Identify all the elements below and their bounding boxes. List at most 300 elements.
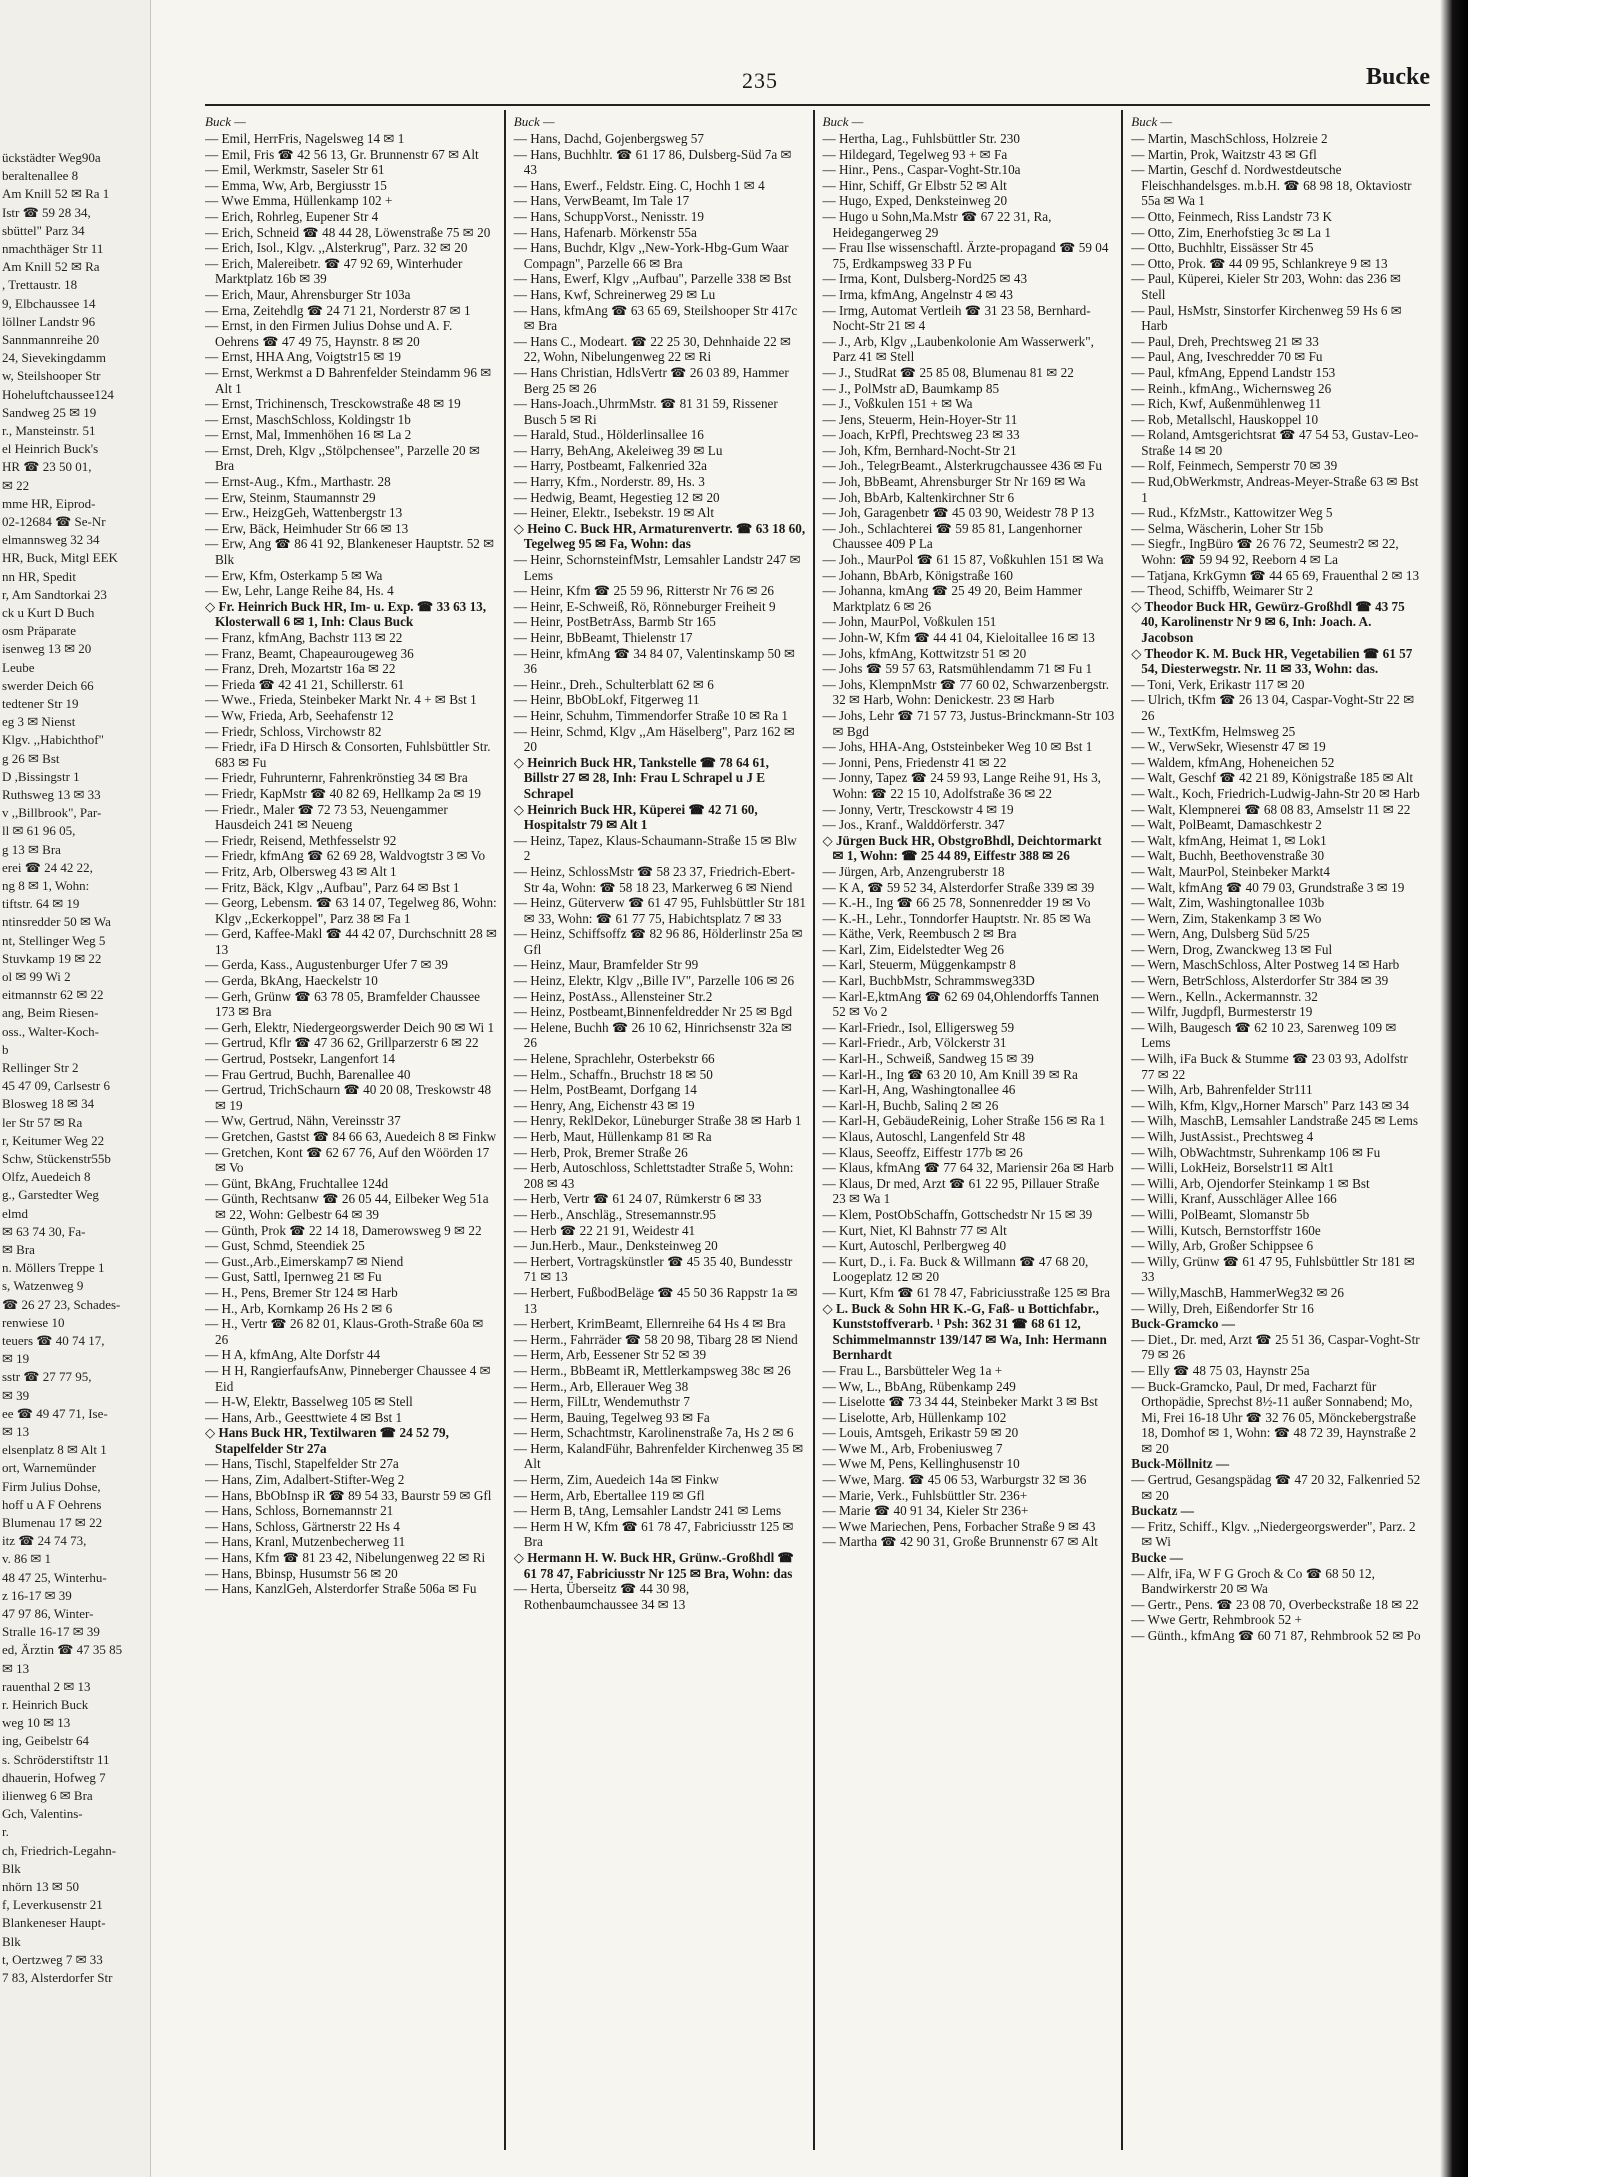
directory-entry: — Herb., Anschläg., Stresemannstr.95 bbox=[513, 1206, 716, 1222]
left-fragment-line: v. 86 ✉ 1 bbox=[2, 1551, 52, 1567]
left-fragment-line: ang, Beim Riesen- bbox=[2, 1005, 99, 1021]
directory-entry: — Heinz, Güterverw ☎ 61 47 95, Fuhlsbüttler Str 181 ✉ 33, Wohn: ☎ 61 77 75, Habichtsplatz 7 ✉ 33 bbox=[513, 895, 806, 926]
directory-entry: — Walt, Klempnerei ☎ 68 08 83, Amselstr 11 ✉ 22 bbox=[1131, 801, 1411, 817]
left-fragment-line: tiftstr. 64 ✉ 19 bbox=[2, 896, 80, 912]
left-fragment-line: r. Heinrich Buck bbox=[2, 1697, 89, 1712]
left-fragment-line: nn HR, Spedit bbox=[2, 568, 77, 584]
left-fragment-line: Olfz, Auedeich 8 bbox=[2, 1169, 91, 1185]
directory-entry: — Klaus, Dr med, Arzt ☎ 61 22 95, Pillauer Straße 23 ✉ Wa 1 bbox=[822, 1175, 1100, 1207]
directory-entry: — Karl-H, Buchb, Salinq 2 ✉ 26 bbox=[822, 1097, 999, 1113]
left-fragment-line: g 13 ✉ Bra bbox=[2, 841, 61, 857]
directory-entry: — Ulrich, tKfm ☎ 26 13 04, Caspar-Voght-Str 22 ✉ 26 bbox=[1131, 692, 1415, 723]
left-fragment-line: Stuvkamp 19 ✉ 22 bbox=[2, 950, 102, 966]
directory-entry: — Buck-Gramcko, Paul, Dr med, Facharzt für Orthopädie, Sprechst 8½-11 außer Sonnabend; Mo, Mi, Frei 16-18 Uhr ☎ 32 76 05, Mönckebergstraße 18, Domhof ✉ 1, Wohn: ☎ 48 72 39, Haynstraße 2 ✉ 20 bbox=[1131, 1378, 1417, 1456]
directory-entry: — Heinz, Tapez, Klaus-Schaumann-Straße 15 ✉ Blw 2 bbox=[513, 832, 797, 864]
directory-entry: — Wwe, Marg. ☎ 45 06 53, Warburgstr 32 ✉ 36 bbox=[822, 1472, 1087, 1488]
left-fragment-line: ck u Kurt D Buch bbox=[2, 605, 95, 620]
directory-entry: — Frau L., Barsbütteler Weg 1a + bbox=[822, 1362, 1003, 1378]
directory-entry: — Hans, Hafenarb. Mörkenstr 55a bbox=[513, 224, 697, 240]
directory-entry: — Karl-H., Ing ☎ 63 20 10, Am Knill 39 ✉ Ra bbox=[822, 1066, 1078, 1082]
directory-entry: — Hans, KanzlGeh, Alsterdorfer Straße 506a ✉ Fu bbox=[205, 1581, 477, 1597]
directory-entry: ◇ Heino C. Buck HR, Armaturenvertr. ☎ 63 18 60, Tegelweg 95 ✉ Fa, Wohn: das bbox=[513, 520, 806, 552]
left-fragment-line: Leube bbox=[2, 659, 35, 675]
directory-entry: — Emil, Fris ☎ 42 56 13, Gr. Brunnenstr 67 ✉ Alt bbox=[205, 146, 479, 162]
column-head: Buck — bbox=[513, 114, 555, 129]
directory-entry: — Hans, Tischl, Stapelfelder Str 27a bbox=[205, 1456, 399, 1472]
directory-entry: — Otto, Prok. ☎ 44 09 95, Schlankreye 9 ✉ 13 bbox=[1131, 255, 1388, 271]
left-fragment-line: s, Watzenweg 9 bbox=[2, 1278, 84, 1294]
directory-entry: — Erw, Ang ☎ 86 41 92, Blankeneser Hauptstr. 52 ✉ Blk bbox=[205, 536, 495, 568]
directory-entry: — H H, RangierfaufsAnw, Pinneberger Chaussee 4 ✉ Eid bbox=[205, 1362, 491, 1394]
directory-entry: — Jonni, Pens, Friedenstr 41 ✉ 22 bbox=[822, 754, 1007, 770]
directory-entry: — Jos., Kranf., Walddörferstr. 347 bbox=[822, 817, 1005, 833]
left-fragment-line: weg 10 ✉ 13 bbox=[2, 1715, 71, 1731]
directory-entry: — Hans, Zim, Adalbert-Stifter-Weg 2 bbox=[205, 1472, 405, 1488]
directory-entry: — Harry, BehAng, Akeleiweg 39 ✉ Lu bbox=[513, 442, 723, 458]
directory-entry: — Jonny, Tapez ☎ 24 59 93, Lange Reihe 91, Hs 3, Wohn: ☎ 22 15 10, Adolfstraße 36 ✉ 22 bbox=[822, 770, 1101, 801]
directory-entry: — Käthe, Verk, Reembusch 2 ✉ Bra bbox=[822, 926, 1017, 942]
left-fragment-line: isenweg 13 ✉ 20 bbox=[2, 641, 92, 657]
left-fragment-line: Ruthsweg 13 ✉ 33 bbox=[2, 787, 101, 802]
directory-entry: — Gretchen, Gastst ☎ 84 66 63, Auedeich 8 ✉ Finkw bbox=[205, 1129, 497, 1144]
directory-entry: — Hugo, Exped, Denksteinweg 20 bbox=[822, 193, 1008, 209]
directory-entry: — Heinr, SchornsteinfMstr, Lemsahler Landstr 247 ✉ Lems bbox=[513, 552, 801, 583]
directory-entry: ◇ Hermann H. W. Buck HR, Grünw.-Großhdl ☎ 61 78 47, Fabriciusstr Nr 125 ✉ Bra, Wohn: das bbox=[513, 1550, 794, 1581]
directory-entry: — Gust, Schmd, Steendiek 25 bbox=[205, 1238, 365, 1254]
directory-entry: — Friedr, Schloss, Virchowstr 82 bbox=[205, 723, 382, 739]
directory-entry: — Rud., KfzMstr., Kattowitzer Weg 5 bbox=[1131, 505, 1333, 521]
column-head: Buck — bbox=[822, 114, 864, 129]
directory-entry: — Hans, Schloss, Bornemannstr 21 bbox=[205, 1503, 394, 1519]
directory-entry: — Wwe Mariechen, Pens, Forbacher Straße 9 ✉ 43 bbox=[822, 1518, 1096, 1534]
left-fragment-line: eg 3 ✉ Nienst bbox=[2, 714, 76, 730]
left-fragment-line: r, Keitumer Weg 22 bbox=[2, 1132, 105, 1148]
directory-entry: — Wwe Emma, Hüllenkamp 102 + bbox=[205, 193, 393, 209]
directory-entry: — Joh., Schlachterei ☎ 59 85 81, Langenhorner Chaussee 409 P La bbox=[822, 520, 1083, 552]
directory-entry: — Wern, MaschSchloss, Alter Postweg 14 ✉ Harb bbox=[1131, 957, 1400, 973]
directory-entry: — Erna, Zeitehdlg ☎ 24 71 21, Norderstr 87 ✉ 1 bbox=[205, 302, 471, 318]
directory-entry: — Heinz, SchlossMstr ☎ 58 23 37, Friedrich-Ebert-Str 4a, Wohn: ☎ 58 18 23, Markerweg 6 ✉ Niend bbox=[513, 863, 795, 895]
directory-entry: — Joh, Garagenbetr ☎ 45 03 90, Weidestr 78 P 13 bbox=[822, 505, 1095, 521]
directory-entry: — Martha ☎ 42 90 31, Große Brunnenstr 67 ✉ Alt bbox=[822, 1534, 1098, 1550]
directory-entry: — Walt, Geschf ☎ 42 21 89, Königstraße 185 ✉ Alt bbox=[1131, 770, 1414, 786]
directory-entry: — Emil, Werkmstr, Saseler Str 61 bbox=[205, 162, 385, 178]
left-fragment-line: 47 97 86, Winter- bbox=[2, 1606, 94, 1621]
directory-entry: — Heinr, BbObLokf, Fitgerweg 11 bbox=[513, 692, 700, 708]
directory-entry: — Herm, Zim, Auedeich 14a ✉ Finkw bbox=[513, 1472, 719, 1488]
directory-entry: — Irma, kfmAng, Angelnstr 4 ✉ 43 bbox=[822, 286, 1014, 302]
directory-entry: — Wilh, ObWachtmstr, Suhrenkamp 106 ✉ Fu bbox=[1131, 1144, 1381, 1160]
directory-entry: — Karl-H, GebäudeReinig, Loher Straße 156 ✉ Ra 1 bbox=[822, 1113, 1106, 1129]
directory-entry: — Marie ☎ 40 91 34, Kieler Str 236+ bbox=[822, 1503, 1029, 1519]
directory-entry: — Jun.Herb., Maur., Denksteinweg 20 bbox=[513, 1238, 718, 1254]
directory-entry: — Hans, kfmAng ☎ 63 65 69, Steilshooper Str 417c ✉ Bra bbox=[513, 302, 798, 334]
directory-entry: — Herm H W, Kfm ☎ 61 78 47, Fabriciusstr 125 ✉ Bra bbox=[513, 1518, 794, 1550]
directory-entry: ◇ Fr. Heinrich Buck HR, Im- u. Exp. ☎ 33 63 13, Klosterwall 6 ✉ 1, Inh: Claus Buck bbox=[205, 598, 487, 630]
directory-entry: — Franz, Beamt, Chapeaurougeweg 36 bbox=[205, 645, 414, 661]
left-fragment-line: el Heinrich Buck's bbox=[2, 441, 99, 457]
directory-entry: — Wern, Zim, Stakenkamp 3 ✉ Wo bbox=[1131, 910, 1322, 926]
left-fragment-line: 45 47 09, Carlsestr 6 bbox=[2, 1078, 110, 1094]
directory-entry: — Henry, ReklDekor, Lüneburger Straße 38 ✉ Harb 1 bbox=[513, 1113, 802, 1129]
directory-entry: — Heinz, Maur, Bramfelder Str 99 bbox=[513, 957, 699, 973]
directory-entry: — Gertr., Pens. ☎ 23 08 70, Overbeckstraße 18 ✉ 22 bbox=[1131, 1596, 1419, 1612]
directory-entry: — Joh., MaurPol ☎ 61 15 87, Voßkuhlen 151 ✉ Wa bbox=[822, 552, 1104, 568]
directory-entry: — Herm, Bauing, Tegelweg 93 ✉ Fa bbox=[513, 1409, 710, 1425]
left-fragment-line: ✉ 63 74 30, Fa- bbox=[2, 1223, 86, 1239]
directory-entry: — Johann, BbArb, Königstraße 160 bbox=[822, 567, 1013, 583]
left-fragment-line: ng 8 ✉ 1, Wohn: bbox=[2, 878, 90, 893]
left-fragment-line: oss., Walter-Koch- bbox=[2, 1023, 100, 1039]
directory-entry: — Hans, BbObInsp iR ☎ 89 54 33, Baurstr 59 ✉ Gfl bbox=[205, 1487, 492, 1503]
directory-entry: — Gerh, Grünw ☎ 63 78 05, Bramfelder Chaussee 173 ✉ Bra bbox=[205, 988, 480, 1020]
directory-entry: — Willi, PolBeamt, Slomanstr 5b bbox=[1131, 1206, 1310, 1222]
directory-entry: — Klaus, kfmAng ☎ 77 64 32, Mariensir 26a ✉ Harb bbox=[822, 1160, 1114, 1176]
directory-entry: — Helm., Schaffn., Bruchstr 18 ✉ 50 bbox=[513, 1066, 713, 1082]
directory-entry: — Ernst, Mal, Immenhöhen 16 ✉ La 2 bbox=[205, 427, 412, 443]
directory-entry: — Louis, Amtsgeh, Erikastr 59 ✉ 20 bbox=[822, 1425, 1019, 1441]
left-fragment-line: t, Oertzweg 7 ✉ 33 bbox=[2, 1951, 103, 1967]
directory-entry: — Gerd, Kaffee-Makl ☎ 44 42 07, Durchschnitt 28 ✉ 13 bbox=[205, 926, 498, 957]
directory-column-3 bbox=[813, 110, 1122, 2150]
left-fragment-line: elmannsweg 32 34 bbox=[2, 532, 100, 548]
directory-entry: — Gerh, Elektr, Niedergeorgswerder Deich 90 ✉ Wi 1 bbox=[205, 1019, 495, 1035]
directory-entry: — Wilh, MaschB, Lemsahler Landstraße 245 ✉ Lems bbox=[1131, 1113, 1419, 1129]
directory-entry: — Günth., kfmAng ☎ 60 71 87, Rehmbrook 52 ✉ Po bbox=[1131, 1628, 1421, 1643]
left-fragment-line: rauenthal 2 ✉ 13 bbox=[2, 1678, 91, 1694]
left-fragment-line: Blk bbox=[2, 1933, 21, 1949]
directory-column-2 bbox=[504, 110, 813, 2150]
directory-entry: — Rob, Metallschl, Hauskoppel 10 bbox=[1131, 411, 1319, 427]
directory-entry: — H-W, Elektr, Basselweg 105 ✉ Stell bbox=[205, 1394, 413, 1410]
directory-entry: — Erich, Maur, Ahrensburger Str 103a bbox=[205, 286, 411, 302]
left-fragment-line: ✉ 13 bbox=[2, 1424, 30, 1439]
directory-entry: — Herm., Fahrräder ☎ 58 20 98, Tibarg 28 ✉ Niend bbox=[513, 1331, 798, 1347]
left-fragment-line: Klgv. ,,Habichthof" bbox=[2, 732, 104, 748]
left-fragment-line: teuers ☎ 40 74 17, bbox=[2, 1333, 105, 1348]
directory-entry: — Gerda, BkAng, Haeckelstr 10 bbox=[205, 973, 378, 989]
column-head: Buck — bbox=[1131, 114, 1173, 129]
directory-entry: — Rud,ObWerkmstr, Andreas-Meyer-Straße 63 ✉ Bst 1 bbox=[1131, 474, 1419, 505]
directory-entry: — Herbert, FußbodBeläge ☎ 45 50 36 Rappstr 1a ✉ 13 bbox=[513, 1284, 798, 1316]
directory-entry: — Hans, Bbinsp, Husumstr 56 ✉ 20 bbox=[205, 1565, 398, 1581]
directory-entry: — Hugo u Sohn,Ma.Mstr ☎ 67 22 31, Ra, Heidegangerweg 29 bbox=[822, 208, 1052, 240]
left-fragment-line: v ,,Billbrook", Par- bbox=[2, 805, 102, 821]
directory-entry: — Karl-H, Ang, Washingtonallee 46 bbox=[822, 1082, 1016, 1098]
left-fragment-line: Schw, Stückenstr55b bbox=[2, 1151, 111, 1166]
left-fragment-line: r., Mansteinstr. 51 bbox=[2, 423, 96, 438]
entry-columns bbox=[205, 110, 1430, 2150]
left-fragment-line: eitmannstr 62 ✉ 22 bbox=[2, 987, 104, 1003]
directory-entry: — Hans, Ewerf., Feldstr. Eing. C, Hochh 1 ✉ 4 bbox=[513, 177, 765, 193]
directory-entry: — Reinh., kfmAng., Wichernsweg 26 bbox=[1131, 380, 1332, 396]
directory-entry: — Ernst, in den Firmen Julius Dohse und A. F. Oehrens ☎ 47 49 75, Haynstr. 8 ✉ 20 bbox=[205, 318, 453, 349]
directory-entry: ◇ Theodor K. M. Buck HR, Vegetabilien ☎ 61 57 54, Diesterwegstr. Nr. 11 ✉ 33, Wohn: das. bbox=[1131, 645, 1413, 677]
directory-entry: — Herb, Maut, Hüllenkamp 81 ✉ Ra bbox=[513, 1129, 712, 1144]
left-fragment-line: Blk bbox=[2, 1860, 21, 1876]
left-fragment-line: r, Am Sandtorkai 23 bbox=[2, 586, 107, 602]
left-fragment-line: r. bbox=[2, 1824, 9, 1840]
page-margin-right bbox=[1460, 0, 1600, 2177]
directory-entry: ◇ Jürgen Buck HR, ObstgroBhdl, Deichtormarkt ✉ 1, Wohn: ☎ 25 44 89, Eiffestr 388 ✉ 26 bbox=[822, 832, 1102, 864]
directory-entry: — Wwe M., Arb, Frobeniusweg 7 bbox=[822, 1440, 1003, 1456]
directory-entry: — Wern, Ang, Dulsberg Süd 5/25 bbox=[1131, 926, 1310, 942]
directory-entry: — Karl, BuchbMstr, Schrammsweg33D bbox=[822, 973, 1035, 989]
directory-entry: — Fritz, Bäck, Klgv ,,Aufbau", Parz 64 ✉ Bst 1 bbox=[205, 879, 460, 895]
directory-entry: — Emma, Ww, Arb, Bergiusstr 15 bbox=[205, 177, 387, 193]
directory-entry: — J., Arb, Klgv ,,Laubenkolonie Am Wasserwerk", Parz 41 ✉ Stell bbox=[822, 333, 1094, 365]
directory-entry: — Herb, Autoschloss, Schlettstadter Straße 5, Wohn: 208 ✉ 43 bbox=[513, 1160, 794, 1191]
directory-entry: — Friedr, KapMstr ☎ 40 82 69, Hellkamp 2a ✉ 19 bbox=[205, 785, 482, 801]
directory-entry: — Jonny, Vertr, Tresckowstr 4 ✉ 19 bbox=[822, 801, 1014, 817]
left-fragment-line: ückstädter Weg90a bbox=[2, 150, 101, 165]
left-fragment-line: g 26 ✉ Bst bbox=[2, 750, 60, 766]
left-fragment-line: mme HR, Eiprod- bbox=[2, 495, 96, 511]
directory-entry: — Hans, Arb., Geesttwiete 4 ✉ Bst 1 bbox=[205, 1409, 403, 1425]
directory-entry: — Ww, L., BbAng, Rübenkamp 249 bbox=[822, 1378, 1016, 1394]
directory-entry: — Paul, Ang, Iveschredder 70 ✉ Fu bbox=[1131, 349, 1323, 365]
left-fragment-line: b bbox=[2, 1041, 9, 1057]
directory-entry: — Ernst, Dreh, Klgv ,,Stölpchensee", Parzelle 20 ✉ Bra bbox=[205, 442, 480, 474]
left-fragment-line: dhauerin, Hofweg 7 bbox=[2, 1769, 106, 1785]
directory-entry: — Willi, Arb, Ojendorfer Steinkamp 1 ✉ Bst bbox=[1131, 1175, 1370, 1191]
left-fragment-line: ed, Ärztin ☎ 47 35 85 bbox=[2, 1642, 123, 1658]
left-fragment-line: itz ☎ 24 74 73, bbox=[2, 1533, 87, 1549]
directory-entry: Bucke — bbox=[1131, 1550, 1183, 1566]
directory-entry: — Paul, Dreh, Prechtsweg 21 ✉ 33 bbox=[1131, 333, 1319, 349]
directory-entry: — Willi, LokHeiz, Borselstr11 ✉ Alt1 bbox=[1131, 1160, 1335, 1176]
directory-entry: — Hans Christian, HdlsVertr ☎ 26 03 89, Hammer Berg 25 ✉ 26 bbox=[513, 364, 789, 396]
directory-entry: — Wilh, Arb, Bahrenfelder Str111 bbox=[1131, 1082, 1313, 1098]
directory-entry: — Ernst, HHA Ang, Voigtstr15 ✉ 19 bbox=[205, 349, 401, 365]
directory-entry: — Ww, Frieda, Arb, Seehafenstr 12 bbox=[205, 707, 394, 723]
left-fragment-line: 9, Elbchaussee 14 bbox=[2, 295, 96, 311]
directory-entry: — Willi, Kranf, Ausschläger Allee 166 bbox=[1131, 1191, 1337, 1207]
directory-entry: — Liselotte ☎ 73 34 44, Steinbeker Markt 3 ✉ Bst bbox=[822, 1394, 1098, 1410]
left-fragment-line: D ,Bissingstr 1 bbox=[2, 768, 80, 784]
directory-entry: — Heiner, Elektr., Isebekstr. 19 ✉ Alt bbox=[513, 505, 714, 521]
left-fragment-line: Blosweg 18 ✉ 34 bbox=[2, 1096, 95, 1112]
directory-entry: — K.-H., Lehr., Tonndorfer Hauptstr. Nr. 85 ✉ Wa bbox=[822, 910, 1091, 926]
directory-entry: — Fritz, Arb, Olbersweg 43 ✉ Alt 1 bbox=[205, 863, 397, 879]
directory-entry: — Ernst-Aug., Kfm., Marthastr. 28 bbox=[205, 474, 391, 490]
directory-entry: ◇ Heinrich Buck HR, Küperei ☎ 42 71 60, Hospitalstr 79 ✉ Alt 1 bbox=[513, 801, 758, 833]
directory-entry: — Herbert, KrimBeamt, Ellernreihe 64 Hs 4 ✉ Bra bbox=[513, 1316, 786, 1332]
left-fragment-line: renwiese 10 bbox=[2, 1314, 65, 1330]
left-fragment-line: löllner Landstr 96 bbox=[2, 313, 96, 329]
directory-entry: — Hans, Ewerf, Klgv ,,Aufbau", Parzelle 338 ✉ Bst bbox=[513, 271, 792, 287]
left-fragment-line: sstr ☎ 27 77 95, bbox=[2, 1369, 92, 1385]
directory-entry: — Hans, Kranl, Mutzenbecherweg 11 bbox=[205, 1534, 406, 1550]
directory-entry: — Friedr, kfmAng ☎ 62 69 28, Waldvogtstr 3 ✉ Vo bbox=[205, 848, 486, 864]
directory-entry: — Friedr., Maler ☎ 72 73 53, Neuengammer Hausdeich 241 ✉ Neueng bbox=[205, 801, 448, 833]
directory-entry: — Gertrud, Gesangspädag ☎ 47 20 32, Falkenried 52 ✉ 20 bbox=[1131, 1472, 1421, 1503]
directory-entry: — K.-H., Ing ☎ 66 25 78, Sonnenredder 19 ✉ Vo bbox=[822, 895, 1091, 911]
directory-entry: — Erich, Rohrleg, Eupener Str 4 bbox=[205, 208, 379, 224]
directory-entry: — Otto, Zim, Enerhofstieg 3c ✉ La 1 bbox=[1131, 224, 1331, 240]
directory-entry: — Johs, Lehr ☎ 71 57 73, Justus-Brinckmann-Str 103 ✉ Bgd bbox=[822, 707, 1115, 739]
left-fragment-line: Blankeneser Haupt- bbox=[2, 1915, 106, 1931]
directory-entry: — Joach, KrPfl, Prechtsweg 23 ✉ 33 bbox=[822, 427, 1020, 443]
left-fragment-line: elmd bbox=[2, 1205, 28, 1221]
directory-entry: — Hans, Buchhltr. ☎ 61 17 86, Dulsberg-Süd 7a ✉ 43 bbox=[513, 146, 792, 178]
directory-entry: — Wern., Kelln., Ackermannstr. 32 bbox=[1131, 988, 1318, 1004]
directory-entry: — Marie, Verk., Fuhlsbüttler Str. 236+ bbox=[822, 1487, 1028, 1503]
left-fragment-line: w, Steilshooper Str bbox=[2, 368, 101, 384]
directory-entry: — Hans, Schloss, Gärtnerstr 22 Hs 4 bbox=[205, 1518, 400, 1534]
directory-entry: — Karl, Zim, Eidelstedter Weg 26 bbox=[822, 941, 1004, 957]
left-fragment-line: ✉ 39 bbox=[2, 1387, 30, 1403]
left-fragment-line: 7 83, Alsterdorfer Str bbox=[2, 1970, 113, 1985]
directory-entry: — Heinz, Schiffsoffz ☎ 82 96 86, Hölderlinstr 25a ✉ Gfl bbox=[513, 926, 803, 957]
directory-entry: — Gerda, Kass., Augustenburger Ufer 7 ✉ 39 bbox=[205, 957, 449, 973]
directory-entry: — Herb ☎ 22 21 91, Weidestr 41 bbox=[513, 1222, 696, 1238]
directory-entry: — Karl-H., Schweiß, Sandweg 15 ✉ 39 bbox=[822, 1051, 1034, 1067]
directory-entry: — Martin, MaschSchloss, Holzreie 2 bbox=[1131, 131, 1328, 146]
directory-entry: — Hans, Kfm ☎ 81 23 42, Nibelungenweg 22 ✉ Ri bbox=[205, 1550, 486, 1566]
directory-entry: — Elly ☎ 48 75 03, Haynstr 25a bbox=[1131, 1362, 1310, 1378]
directory-entry: — Otto, Buchhltr, Eissässer Str 45 bbox=[1131, 240, 1314, 256]
directory-entry: — Walt, PolBeamt, Damaschkestr 2 bbox=[1131, 817, 1322, 833]
directory-entry: — Herb, Prok, Bremer Straße 26 bbox=[513, 1144, 688, 1160]
directory-entry: — Joh, BbBeamt, Ahrensburger Str Nr 169 ✉ Wa bbox=[822, 474, 1086, 490]
directory-entry: — Johs, KlempnMstr ☎ 77 60 02, Schwarzenbergstr. 32 ✉ Harb, Wohn: Denickestr. 23 ✉ Harb bbox=[822, 676, 1109, 708]
directory-entry: — Fritz, Schiff., Klgv. ,,Niedergeorgswerder", Parz. 2 ✉ Wi bbox=[1131, 1518, 1416, 1550]
directory-entry: — Ew, Lehr, Lange Reihe 84, Hs. 4 bbox=[205, 583, 394, 599]
left-fragment-line: ✉ Bra bbox=[2, 1242, 35, 1257]
directory-entry: — Jens, Steuerm, Hein-Hoyer-Str 11 bbox=[822, 411, 1018, 427]
left-fragment-line: sbüttel" Parz 34 bbox=[2, 222, 85, 238]
directory-entry: — Heinr, BbBeamt, Thielenstr 17 bbox=[513, 630, 693, 645]
directory-entry: — Franz, Dreh, Mozartstr 16a ✉ 22 bbox=[205, 661, 396, 677]
directory-entry: — Helene, Sprachlehr, Osterbekstr 66 bbox=[513, 1051, 715, 1067]
left-fragment-line: 24, Sievekingdamm bbox=[2, 350, 106, 366]
directory-entry: — Herta, Überseitz ☎ 44 30 98, Rothenbaumchaussee 34 ✉ 13 bbox=[513, 1581, 690, 1612]
directory-entry: — Willy, Arb, Großer Schippsee 6 bbox=[1131, 1238, 1314, 1254]
directory-entry: — Wilh, iFa Buck & Stumme ☎ 23 03 93, Adolfstr 77 ✉ 22 bbox=[1131, 1051, 1408, 1082]
directory-entry: — H., Vertr ☎ 26 82 01, Klaus-Groth-Straße 60a ✉ 26 bbox=[205, 1316, 484, 1347]
directory-entry: — Friedr, Fuhrunternr, Fahrenkrönstieg 34 ✉ Bra bbox=[205, 770, 468, 786]
directory-entry: — Walt, kfmAng, Heimat 1, ✉ Lok1 bbox=[1131, 832, 1327, 848]
left-page-fragment bbox=[0, 0, 151, 2177]
directory-entry: — H., Arb, Kornkamp 26 Hs 2 ✉ 6 bbox=[205, 1300, 393, 1316]
directory-entry: — Toni, Verk, Erikastr 117 ✉ 20 bbox=[1131, 676, 1305, 692]
directory-entry: — Walt, MaurPol, Steinbeker Markt4 bbox=[1131, 863, 1330, 879]
directory-entry: — Friedr, iFa D Hirsch & Consorten, Fuhlsbüttler Str. 683 ✉ Fu bbox=[205, 739, 491, 770]
directory-entry: — Franz, kfmAng, Bachstr 113 ✉ 22 bbox=[205, 630, 403, 645]
left-fragment-line: n. Möllers Treppe 1 bbox=[2, 1260, 105, 1276]
left-fragment-line: Am Knill 52 ✉ Ra bbox=[2, 259, 100, 275]
left-fragment-line: erei ☎ 24 42 22, bbox=[2, 859, 93, 875]
left-fragment-line: z 16-17 ✉ 39 bbox=[2, 1587, 72, 1603]
directory-entry: — Hans, VerwBeamt, Im Tale 17 bbox=[513, 193, 690, 209]
left-fragment-line: nmachthäger Str 11 bbox=[2, 241, 104, 256]
directory-entry: — Heinr., Dreh., Schulterblatt 62 ✉ 6 bbox=[513, 676, 714, 692]
directory-entry: — John, MaurPol, Voßkulen 151 bbox=[822, 614, 997, 630]
directory-entry: — Diet., Dr. med, Arzt ☎ 25 51 36, Caspar-Voght-Str 79 ✉ 26 bbox=[1131, 1331, 1420, 1363]
directory-entry: — Joh, BbArb, Kaltenkirchner Str 6 bbox=[822, 489, 1015, 505]
directory-entry: — W., VerwSekr, Wiesenstr 47 ✉ 19 bbox=[1131, 739, 1326, 755]
directory-entry: — Waldem, kfmAng, Hoheneichen 52 bbox=[1131, 754, 1335, 770]
left-fragment-line: Gch, Valentins- bbox=[2, 1806, 83, 1822]
directory-entry: — Herm., Arb, Ellerauer Weg 38 bbox=[513, 1378, 689, 1394]
running-head: Bucke bbox=[1365, 64, 1430, 90]
left-fragment-line: ing, Geibelstr 64 bbox=[2, 1733, 90, 1749]
left-fragment-line: f, Leverkusenstr 21 bbox=[2, 1897, 103, 1913]
directory-entry: — Karl-E,ktmAng ☎ 62 69 04,Ohlendorffs Tannen 52 ✉ Vo 2 bbox=[822, 988, 1100, 1020]
directory-entry: — Friedr, Reisend, Methfesselstr 92 bbox=[205, 832, 397, 848]
directory-entry: — Karl-Friedr., Arb, Völckerstr 31 bbox=[822, 1035, 1007, 1051]
left-fragment-line: swerder Deich 66 bbox=[2, 677, 94, 693]
left-fragment-line: s. Schröderstiftstr 11 bbox=[2, 1751, 110, 1767]
directory-entry: — Irma, Kont, Dulsberg-Nord25 ✉ 43 bbox=[822, 271, 1028, 287]
directory-entry: — Harald, Stud., Hölderlinsallee 16 bbox=[513, 427, 704, 443]
directory-entry: — Johs, HHA-Ang, Oststeinbeker Weg 10 ✉ Bst 1 bbox=[822, 739, 1093, 755]
directory-entry: Buck-Möllnitz — bbox=[1131, 1456, 1230, 1472]
directory-entry: — Wwe Gertr, Rehmbrook 52 + bbox=[1131, 1612, 1302, 1628]
directory-entry: — Willy, Grünw ☎ 61 47 95, Fuhlsbüttler Str 181 ✉ 33 bbox=[1131, 1253, 1415, 1285]
left-fragment-line: hoff u A F Oehrens bbox=[2, 1496, 102, 1512]
left-fragment-line: Rellinger Str 2 bbox=[2, 1060, 79, 1075]
binding-shadow bbox=[1440, 0, 1468, 2177]
directory-entry: — Henry, Ang, Eichenstr 43 ✉ 19 bbox=[513, 1097, 695, 1113]
left-fragment-line: Stralle 16-17 ✉ 39 bbox=[2, 1624, 100, 1640]
directory-entry: ◇ Heinrich Buck HR, Tankstelle ☎ 78 64 61, Billstr 27 ✉ 28, Inh: Frau L Schrapel u J E Schrapel bbox=[513, 754, 769, 801]
directory-entry: — Walt, Buchh, Beethovenstraße 30 bbox=[1131, 848, 1325, 864]
directory-entry: — Klem, PostObSchaffn, Gottschedstr Nr 15 ✉ 39 bbox=[822, 1206, 1093, 1222]
directory-entry: — Johs, kfmAng, Kottwitzstr 51 ✉ 20 bbox=[822, 645, 1027, 661]
directory-entry: — Kurt, D., i. Fa. Buck & Willmann ☎ 47 68 20, Loogeplatz 12 ✉ 20 bbox=[822, 1253, 1089, 1285]
directory-entry: — Herm, Arb, Ebertallee 119 ✉ Gfl bbox=[513, 1487, 705, 1503]
directory-entry: — Wilfr, Jugdpfl, Burmesterstr 19 bbox=[1131, 1004, 1313, 1020]
directory-entry: — Ernst, MaschSchloss, Koldingstr 1b bbox=[205, 411, 411, 427]
directory-entry: — Frau Ilse wissenschaftl. Ärzte-propagand ☎ 59 04 75, Erdkampsweg 33 P Fu bbox=[822, 240, 1109, 271]
directory-entry: — Selma, Wäscherin, Loher Str 15b bbox=[1131, 520, 1324, 536]
directory-entry: — K A, ☎ 59 52 34, Alsterdorfer Straße 339 ✉ 39 bbox=[822, 879, 1095, 895]
directory-entry: — Herm, FilLtr, Wendemuthstr 7 bbox=[513, 1394, 690, 1410]
directory-entry: — Herm., BbBeamt iR, Mettlerkampsweg 38c ✉ 26 bbox=[513, 1362, 791, 1378]
directory-entry: — Erw., HeizgGeh, Wattenbergstr 13 bbox=[205, 505, 403, 521]
left-fragment-line: ilienweg 6 ✉ Bra bbox=[2, 1788, 93, 1803]
directory-entry: ◇ Theodor Buck HR, Gewürz-Großhdl ☎ 43 75 40, Karolinenstr Nr 9 ✉ 6, Inh: Joach. A. Jacobson bbox=[1131, 598, 1405, 645]
left-fragment-line: nhörn 13 ✉ 50 bbox=[2, 1879, 79, 1894]
left-fragment-line: ch, Friedrich-Legahn- bbox=[2, 1842, 117, 1858]
directory-entry: — Wwe M, Pens, Kellinghusenstr 10 bbox=[822, 1456, 1020, 1472]
directory-entry: — Walt, Zim, Washingtonallee 103b bbox=[1131, 895, 1325, 911]
directory-entry: — Herm, Arb, Eessener Str 52 ✉ 39 bbox=[513, 1347, 707, 1363]
directory-entry: — Frau Gertrud, Buchh, Barenallee 40 bbox=[205, 1066, 411, 1082]
directory-entry: — Gust, Sattl, Ipernweg 21 ✉ Fu bbox=[205, 1269, 382, 1285]
directory-entry: — J., PolMstr aD, Baumkamp 85 bbox=[822, 380, 1000, 396]
left-fragment-line: ntinsredder 50 ✉ Wa bbox=[2, 914, 111, 930]
directory-entry: — Günth, Rechtsanw ☎ 26 05 44, Eilbeker Weg 51a ✉ 22, Wohn: Gelbestr 64 ✉ 39 bbox=[205, 1191, 489, 1222]
directory-entry: — Hedwig, Beamt, Hegestieg 12 ✉ 20 bbox=[513, 489, 720, 505]
directory-entry: — Erw, Kfm, Osterkamp 5 ✉ Wa bbox=[205, 567, 383, 583]
left-fragment-line: Am Knill 52 ✉ Ra 1 bbox=[2, 186, 110, 202]
directory-column-4 bbox=[1121, 110, 1430, 2150]
left-fragment-line: Sannmannreihe 20 bbox=[2, 332, 100, 347]
directory-entry: — Gretchen, Kont ☎ 62 67 76, Auf den Wöörden 17 ✉ Vo bbox=[205, 1144, 490, 1176]
directory-entry: — Johs ☎ 59 57 63, Ratsmühlendamm 71 ✉ Fu 1 bbox=[822, 661, 1093, 677]
directory-entry: — Herb, Vertr ☎ 61 24 07, Rümkerstr 6 ✉ 33 bbox=[513, 1191, 762, 1207]
directory-entry: — Hinr, Schiff, Gr Elbstr 52 ✉ Alt bbox=[822, 177, 1007, 193]
directory-entry: — Hans, SchuppVorst., Nenisstr. 19 bbox=[513, 208, 704, 224]
directory-entry: — Ernst, Trichinensch, Tresckowstraße 48 ✉ 19 bbox=[205, 396, 461, 412]
directory-entry: — Joh, Kfm, Bernhard-Nocht-Str 21 bbox=[822, 442, 1017, 458]
directory-entry: — Heinr, E-Schweiß, Rö, Rönneburger Freiheit 9 bbox=[513, 598, 776, 614]
directory-entry: — Irmg, Automat Vertleih ☎ 31 23 58, Bernhard-Nocht-Str 21 ✉ 4 bbox=[822, 302, 1091, 334]
left-fragment-line: ee ☎ 49 47 71, Ise- bbox=[2, 1405, 108, 1421]
